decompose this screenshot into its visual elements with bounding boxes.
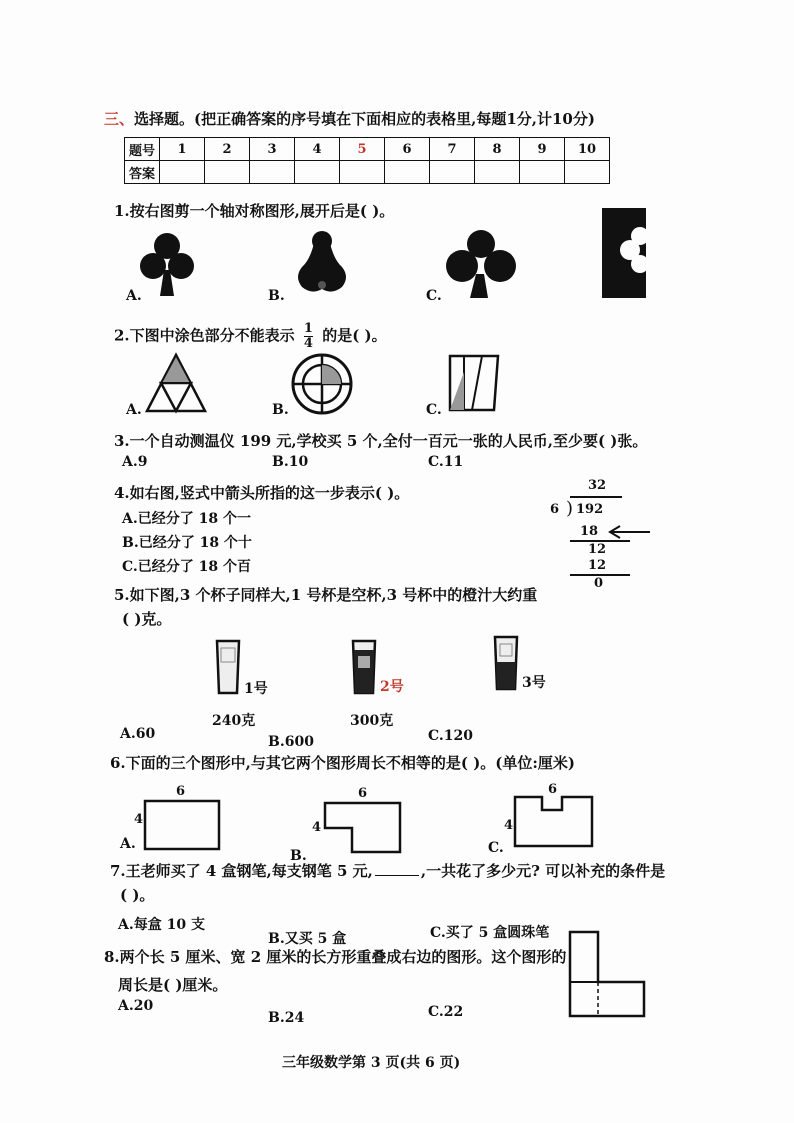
cup-2-label: 2号	[380, 679, 404, 695]
division-dividend: 192	[576, 502, 604, 517]
question-2-text	[114, 322, 387, 351]
answer-cell-3[interactable]	[250, 161, 295, 184]
shape-c-top-dim: 6	[548, 782, 558, 797]
shape-c-side-dim: 4	[504, 818, 514, 833]
q8-option-a: A.20	[118, 998, 154, 1014]
q7-blank[interactable]	[375, 875, 419, 876]
q2-text-before: 2.下图中涂色部分不能表示	[114, 326, 295, 345]
cup-1-weight: 240克	[212, 713, 256, 729]
notched-shape-b	[322, 800, 404, 856]
question-number-3: 3	[250, 138, 295, 161]
question-8-line2: 周长是( )厘米。	[118, 976, 228, 994]
division-step-3: 12	[588, 558, 607, 573]
q3-option-a: A.9	[122, 454, 148, 470]
q7-text-part1: 7.王老师买了 4 盒钢笔,每支钢笔 5 元,	[110, 862, 373, 880]
q7-option-b: B.又买 5 盒	[268, 931, 347, 947]
answer-cell-4[interactable]	[295, 161, 340, 184]
fraction-denominator: 4	[303, 336, 313, 351]
half-cup-icon	[492, 634, 520, 692]
question-5-text-line1: 5.如下图,3 个杯子同样大,1 号杯是空杯,3 号杯中的橙汁大约重	[114, 586, 538, 604]
division-remainder: 0	[594, 576, 604, 591]
division-bracket: )	[566, 498, 574, 519]
shape-b-side-dim: 4	[312, 820, 322, 835]
division-quotient: 32	[588, 478, 607, 493]
q5-option-a: A.60	[120, 726, 156, 742]
row-label-number: 题号	[125, 138, 160, 161]
answer-cell-9[interactable]	[520, 161, 565, 184]
question-number-5: 5	[340, 138, 385, 161]
question-4-text: 4.如右图,竖式中箭头所指的这一步表示( )。	[114, 484, 410, 502]
q7-option-a: A.每盒 10 支	[118, 917, 205, 933]
triangle-divided-icon	[144, 352, 208, 414]
answer-cell-10[interactable]	[565, 161, 610, 184]
question-number-9: 9	[520, 138, 565, 161]
question-8-line1: 8.两个长 5 厘米、宽 2 厘米的长方形重叠成右边的图形。这个图形的	[104, 948, 567, 966]
division-step-2: 12	[588, 542, 607, 557]
fraction-one-quarter	[304, 322, 313, 351]
answer-cell-8[interactable]	[475, 161, 520, 184]
answer-cell-7[interactable]	[430, 161, 475, 184]
circle-quarters-icon	[290, 352, 354, 416]
notched-shape-c	[512, 794, 596, 850]
empty-cup-icon	[214, 638, 242, 696]
q6-option-c: C.	[488, 840, 504, 856]
q6-option-a: A.	[120, 836, 136, 852]
q4-option-a: A.已经分了 18 个一	[122, 511, 251, 527]
answer-cell-1[interactable]	[160, 161, 205, 184]
q5-option-b: B.600	[268, 734, 314, 750]
question-5-text-line2: ( )克。	[122, 610, 172, 628]
q4-option-c: C.已经分了 18 个百	[122, 559, 252, 575]
question-number-2: 2	[205, 138, 250, 161]
clover-shape-icon	[444, 228, 519, 300]
rectangle-shape-a	[142, 798, 222, 854]
division-step-1: 18	[580, 524, 599, 539]
parallelogram-divided-icon	[446, 352, 502, 414]
long-division	[548, 476, 658, 596]
shape-b-top-dim: 6	[358, 786, 368, 801]
q1-option-c: C.	[426, 288, 442, 304]
cup-1-label: 1号	[244, 681, 268, 697]
answer-table	[124, 137, 610, 184]
overlapping-rectangles-figure	[566, 928, 648, 1020]
fraction-numerator: 1	[303, 321, 313, 336]
question-7-line2: ( )。	[120, 886, 155, 904]
q5-option-c: C.120	[428, 728, 473, 744]
question-6-text: 6.下面的三个图形中,与其它两个图形周长不相等的是( )。(单位:厘米)	[110, 754, 576, 772]
q6-option-b: B.	[290, 848, 307, 864]
question-number-10: 10	[565, 138, 610, 161]
cup-3-label: 3号	[522, 675, 546, 691]
question-number-7: 7	[430, 138, 475, 161]
answer-cell-2[interactable]	[205, 161, 250, 184]
q1-option-a: A.	[126, 288, 142, 304]
shape-a-side-dim: 4	[134, 812, 144, 827]
division-bar	[570, 496, 622, 498]
q8-option-c: C.22	[428, 1004, 464, 1020]
page-footer: 三年级数学第 3 页(共 6 页)	[282, 1055, 461, 1071]
q1-option-b: B.	[268, 288, 285, 304]
answer-cell-6[interactable]	[385, 161, 430, 184]
q2-option-b: B.	[272, 402, 289, 418]
answer-cell-5[interactable]	[340, 161, 385, 184]
q7-text-part2: ,一共花了多少元? 可以补充的条件是	[420, 862, 666, 880]
q3-option-b: B.10	[272, 454, 309, 470]
question-number-8: 8	[475, 138, 520, 161]
q4-option-b: B.已经分了 18 个十	[122, 535, 252, 551]
gourd-shape-icon	[292, 225, 352, 300]
club-shape-icon	[140, 230, 195, 300]
answer-row	[125, 161, 610, 184]
question-7-line1	[110, 860, 665, 881]
q2-option-c: C.	[426, 402, 442, 418]
q2-option-a: A.	[126, 402, 142, 418]
section-title: 选择题。(把正确答案的序号填在下面相应的表格里,每题1分,计10分)	[134, 110, 595, 128]
question-3-text: 3.一个自动测温仪 199 元,学校买 5 个,全付一百元一张的人民币,至少要( )张。	[114, 432, 648, 450]
q3-option-c: C.11	[428, 454, 464, 470]
arrow-left-icon	[606, 524, 652, 540]
question-number-4: 4	[295, 138, 340, 161]
full-cup-icon	[350, 638, 378, 696]
q2-text-after: 的是( )。	[322, 326, 387, 345]
section-heading	[104, 108, 595, 129]
q7-option-c: C.买了 5 盒圆珠笔	[430, 925, 550, 941]
shape-a-top-dim: 6	[176, 784, 186, 799]
question-1-text: 1.按右图剪一个轴对称图形,展开后是( )。	[114, 202, 395, 220]
folded-paper-cutout-icon	[600, 206, 648, 300]
row-label-answer: 答案	[125, 161, 160, 184]
question-number-6: 6	[385, 138, 430, 161]
question-number-1: 1	[160, 138, 205, 161]
cup-2-weight: 300克	[350, 713, 394, 729]
q8-option-b: B.24	[268, 1010, 305, 1026]
question-number-row	[125, 138, 610, 161]
section-prefix: 三、	[104, 110, 135, 128]
division-divisor: 6	[550, 502, 560, 517]
